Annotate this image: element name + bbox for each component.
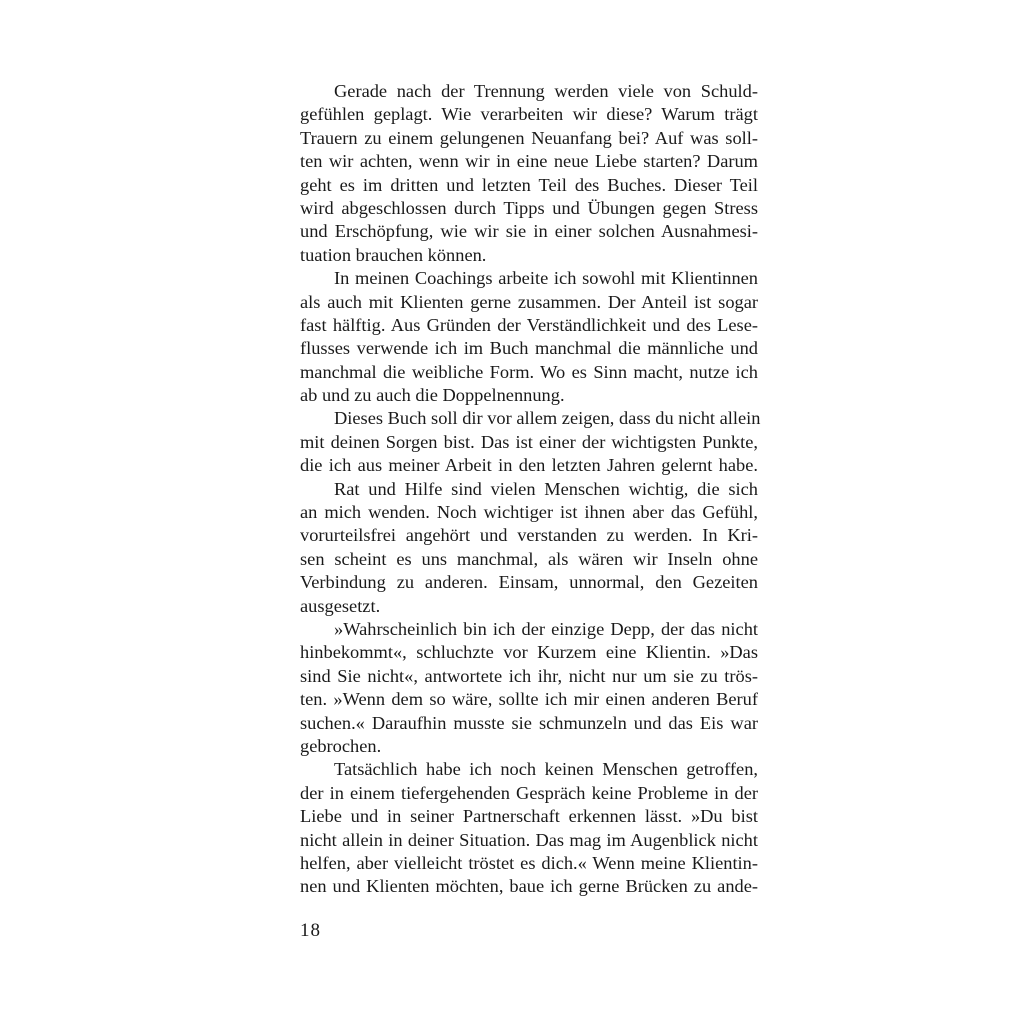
text-line: Trauern zu einem gelungenen Neuanfang bei? Auf was soll- — [300, 127, 758, 148]
text-line: sind Sie nicht«, antwortete ich ihr, nicht nur um sie zu trös- — [300, 665, 758, 686]
text-line: sen scheint es uns manchmal, als wären wir Inseln ohne — [300, 548, 758, 569]
text-line: der in einem tiefergehenden Gespräch keine Probleme in der — [300, 782, 758, 803]
text-line: wird abgeschlossen durch Tipps und Übungen gegen Stress — [300, 197, 758, 218]
text-line: gebrochen. — [300, 735, 382, 756]
text-line: gefühlen geplagt. Wie verarbeiten wir diese? Warum trägt — [300, 104, 758, 125]
text-line: als auch mit Klienten gerne zusammen. Der Anteil ist sogar — [300, 291, 758, 312]
text-line: nen und Klienten möchten, baue ich gerne Brücken zu ande- — [300, 876, 758, 897]
text-line: Rat und Hilfe sind vielen Menschen wichtig, die sich — [334, 478, 758, 499]
text-line: ausgesetzt. — [300, 595, 381, 616]
text-line: ten wir achten, wenn wir in eine neue Liebe starten? Darum — [300, 151, 758, 172]
text-line: Dieses Buch soll dir vor allem zeigen, dass du nicht allein — [334, 408, 761, 429]
text-line: manchmal die weibliche Form. Wo es Sinn macht, nutze ich — [300, 361, 758, 382]
text-line: ten. »Wenn dem so wäre, sollte ich mir einen anderen Beruf — [300, 689, 758, 710]
paragraph-2 — [300, 267, 758, 407]
text-line: vorurteilsfrei angehört und verstanden zu werden. In Kri- — [300, 525, 758, 546]
text-line: hinbekommt«, schluchzte vor Kurzem eine Klientin. »Das — [300, 642, 758, 663]
text-line: geht es im dritten und letzten Teil des Buches. Dieser Teil — [300, 174, 758, 195]
text-line: und Erschöpfung, wie wir sie in einer solchen Ausnahmesi- — [300, 221, 758, 242]
text-line: fast hälftig. Aus Gründen der Verständlichkeit und des Lese- — [300, 314, 758, 335]
text-line: ab und zu auch die Doppelnennung. — [300, 385, 565, 406]
text-line: Tatsächlich habe ich noch keinen Menschen getroffen, — [334, 759, 758, 780]
paragraph-3 — [300, 407, 761, 477]
text-line: Verbindung zu anderen. Einsam, unnormal, den Gezeiten — [300, 572, 758, 593]
text-line: an mich wenden. Noch wichtiger ist ihnen aber das Gefühl, — [300, 502, 758, 523]
text-line: tuation brauchen können. — [300, 244, 487, 265]
text-line: mit deinen Sorgen bist. Das ist einer der wichtigsten Punkte, — [300, 431, 758, 452]
text-line: suchen.« Daraufhin musste sie schmunzeln und das Eis war — [300, 712, 758, 733]
page-body — [300, 80, 761, 899]
paragraph-5 — [300, 618, 758, 758]
text-line: In meinen Coachings arbeite ich sowohl mit Klientinnen — [334, 268, 758, 289]
text-line: Liebe und in seiner Partnerschaft erkennen lässt. »Du bist — [300, 806, 758, 827]
text-line: flusses verwende ich im Buch manchmal die männliche und — [300, 338, 758, 359]
page-number: 18 — [300, 920, 321, 941]
text-line: helfen, aber vielleicht tröstet es dich.« Wenn meine Klientin- — [300, 852, 758, 873]
text-line: die ich aus meiner Arbeit in den letzten Jahren gelernt habe. — [300, 455, 758, 476]
paragraph-6 — [300, 758, 758, 898]
paragraph-1 — [300, 80, 758, 267]
text-line: Gerade nach der Trennung werden viele von Schuld- — [334, 81, 758, 101]
text-line: nicht allein in deiner Situation. Das mag im Augenblick nicht — [300, 829, 758, 850]
text-line: »Wahrscheinlich bin ich der einzige Depp, der das nicht — [334, 618, 758, 639]
paragraph-4 — [300, 478, 758, 618]
